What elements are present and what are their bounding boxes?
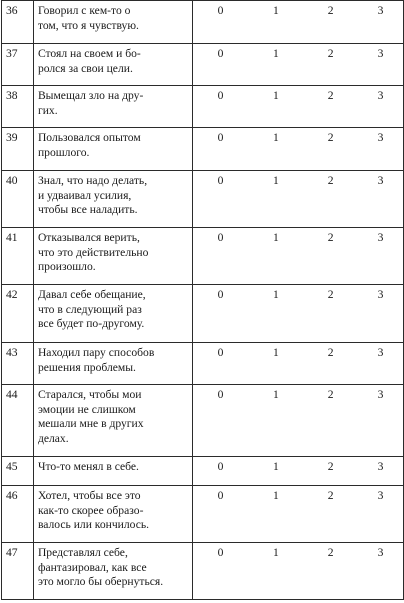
score-option-0[interactable]: 0: [192, 128, 248, 171]
score-option-3[interactable]: 3: [358, 44, 403, 86]
score-option-1[interactable]: 1: [248, 171, 303, 228]
score-option-1[interactable]: 1: [248, 128, 303, 171]
score-option-0[interactable]: 0: [192, 543, 248, 600]
score-option-1[interactable]: 1: [248, 457, 303, 486]
score-option-3[interactable]: 3: [358, 228, 403, 285]
question-cell: [33, 86, 192, 128]
score-option-0[interactable]: 0: [192, 285, 248, 343]
question-row: [2, 1, 404, 44]
score-option-0[interactable]: 0: [192, 228, 248, 285]
question-cell: [33, 1, 192, 44]
score-option-1[interactable]: 1: [248, 343, 303, 385]
score-option-2[interactable]: 2: [303, 457, 358, 486]
score-option-2[interactable]: 2: [303, 486, 358, 543]
score-option-3[interactable]: 3: [358, 171, 403, 228]
question-text: Хотел, чтобы все это как-то скорее образо- валось или кончилось.: [37, 489, 150, 531]
question-number: 38: [2, 86, 34, 128]
question-text: Знал, что надо делать, и удваивал усилия, чтобы все наладить.: [37, 174, 148, 216]
score-option-1[interactable]: 1: [248, 486, 303, 543]
question-number: 36: [2, 1, 34, 44]
score-option-3[interactable]: 3: [358, 1, 403, 44]
question-row: [2, 86, 404, 128]
question-text: Что-то менял в себе.: [37, 460, 139, 473]
score-option-3[interactable]: 3: [358, 343, 403, 385]
question-row: [2, 343, 404, 385]
question-number: 44: [2, 385, 34, 457]
score-option-2[interactable]: 2: [303, 285, 358, 343]
question-text: Стоял на своем и бо- ролся за свои цели.: [37, 47, 141, 75]
score-option-0[interactable]: 0: [192, 171, 248, 228]
score-option-3[interactable]: 3: [358, 128, 403, 171]
questionnaire-rows: [2, 1, 404, 600]
question-text: Старался, чтобы мои эмоции не слишком мешали мне в других делах.: [37, 388, 144, 445]
question-cell: [33, 128, 192, 171]
question-row: [2, 285, 404, 343]
score-option-3[interactable]: 3: [358, 486, 403, 543]
score-option-1[interactable]: 1: [248, 543, 303, 600]
question-row: [2, 457, 404, 486]
score-option-1[interactable]: 1: [248, 86, 303, 128]
score-option-3[interactable]: 3: [358, 457, 403, 486]
score-option-2[interactable]: 2: [303, 86, 358, 128]
score-option-0[interactable]: 0: [192, 343, 248, 385]
score-option-2[interactable]: 2: [303, 228, 358, 285]
question-text: Говорил с кем-то о том, что я чувствую.: [37, 4, 139, 32]
question-number: 42: [2, 285, 34, 343]
score-option-3[interactable]: 3: [358, 385, 403, 457]
questionnaire-table: [1, 0, 404, 600]
score-option-2[interactable]: 2: [303, 385, 358, 457]
question-text: Отказывался верить, что это действительно произошло.: [37, 231, 149, 273]
question-number: 39: [2, 128, 34, 171]
question-number: 47: [2, 543, 34, 600]
question-number: 40: [2, 171, 34, 228]
score-option-1[interactable]: 1: [248, 285, 303, 343]
question-row: [2, 171, 404, 228]
score-option-3[interactable]: 3: [358, 86, 403, 128]
score-option-2[interactable]: 2: [303, 44, 358, 86]
question-cell: [33, 543, 192, 600]
question-row: [2, 543, 404, 600]
question-cell: [33, 343, 192, 385]
question-row: [2, 228, 404, 285]
score-option-1[interactable]: 1: [248, 228, 303, 285]
question-cell: [33, 457, 192, 486]
score-option-2[interactable]: 2: [303, 128, 358, 171]
score-option-2[interactable]: 2: [303, 343, 358, 385]
score-option-3[interactable]: 3: [358, 543, 403, 600]
score-option-1[interactable]: 1: [248, 44, 303, 86]
question-text: Находил пару способов решения проблемы.: [37, 346, 155, 374]
question-row: [2, 385, 404, 457]
score-option-2[interactable]: 2: [303, 543, 358, 600]
score-option-0[interactable]: 0: [192, 86, 248, 128]
score-option-0[interactable]: 0: [192, 44, 248, 86]
score-option-2[interactable]: 2: [303, 171, 358, 228]
score-option-0[interactable]: 0: [192, 457, 248, 486]
question-cell: [33, 44, 192, 86]
question-number: 37: [2, 44, 34, 86]
question-cell: [33, 285, 192, 343]
score-option-0[interactable]: 0: [192, 385, 248, 457]
score-option-0[interactable]: 0: [192, 1, 248, 44]
score-option-1[interactable]: 1: [248, 385, 303, 457]
question-row: [2, 486, 404, 543]
score-option-1[interactable]: 1: [248, 1, 303, 44]
score-option-2[interactable]: 2: [303, 1, 358, 44]
question-number: 45: [2, 457, 34, 486]
question-cell: [33, 228, 192, 285]
question-row: [2, 44, 404, 86]
question-text: Пользовался опытом прошлого.: [37, 131, 141, 159]
score-option-3[interactable]: 3: [358, 285, 403, 343]
question-number: 43: [2, 343, 34, 385]
question-cell: [33, 171, 192, 228]
question-row: [2, 128, 404, 171]
score-option-0[interactable]: 0: [192, 486, 248, 543]
question-cell: [33, 486, 192, 543]
question-text: Давал себе обещание, что в следующий раз все будет по-другому.: [37, 288, 146, 330]
question-text: Вымещал зло на дру- гих.: [37, 89, 144, 117]
question-text: Представлял себе, фантазировал, как все это могло бы обернуться.: [37, 546, 164, 588]
question-number: 46: [2, 486, 34, 543]
question-cell: [33, 385, 192, 457]
question-number: 41: [2, 228, 34, 285]
